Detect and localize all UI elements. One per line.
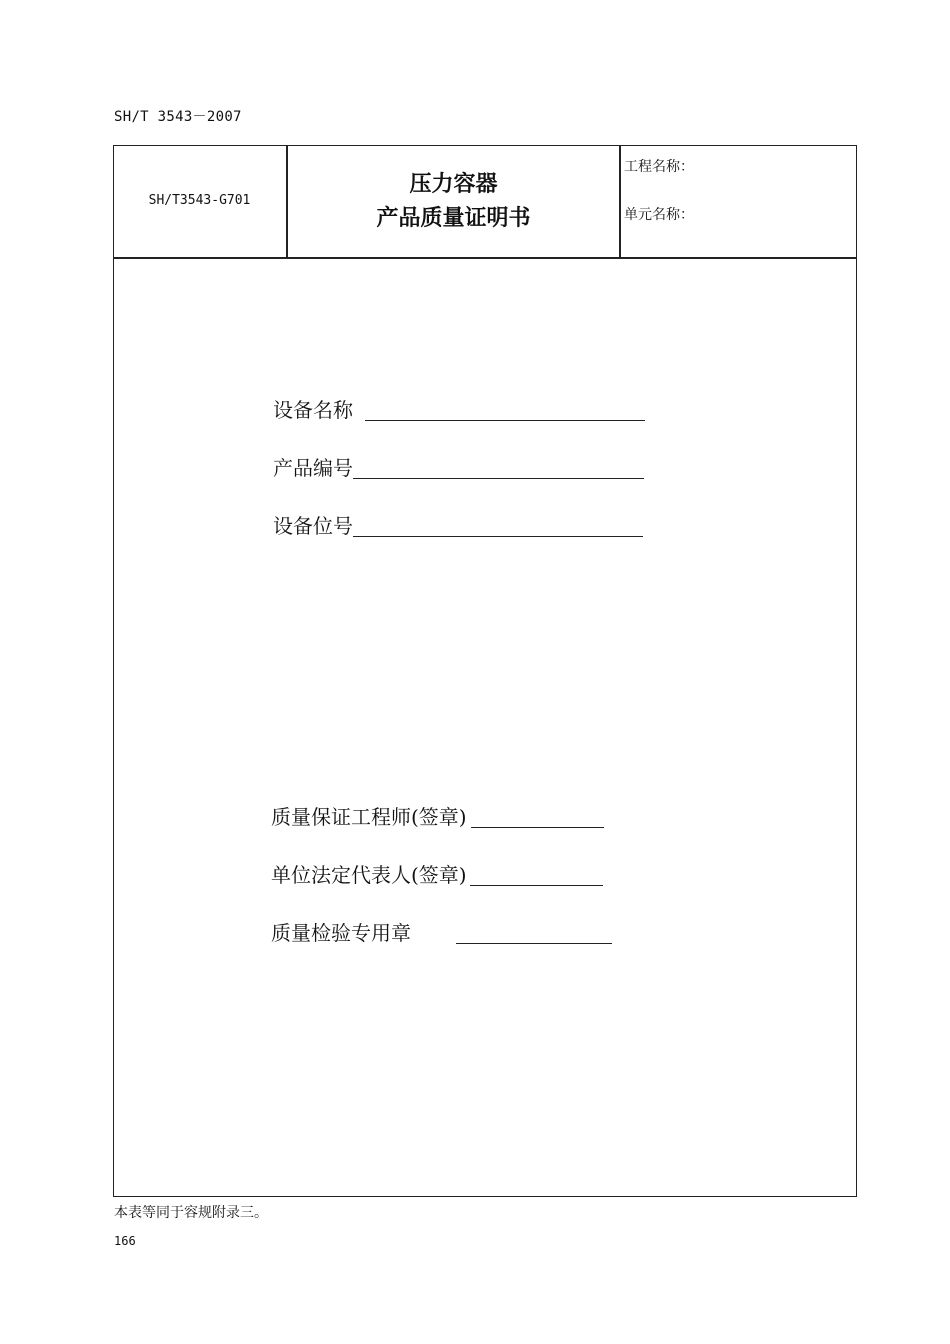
form-title-line2: 产品质量证明书 (376, 206, 531, 231)
unit-name-label: 单元名称： (624, 207, 694, 223)
product-number-field (273, 452, 644, 481)
form-title-line1: 压力容器 (409, 172, 498, 197)
form-frame (113, 145, 857, 1197)
footer-note: 本表等同于容规附录三。 (114, 1205, 268, 1221)
project-name-label: 工程名称： (624, 159, 694, 175)
equipment-tag-label: 设备位号 (273, 514, 353, 538)
legal-representative-label: 单位法定代表人(签章) (271, 863, 467, 887)
form-title (287, 168, 620, 236)
standard-number: SH/T 3543－2007 (114, 109, 242, 125)
equipment-tag-blank[interactable] (353, 535, 643, 537)
qa-engineer-label: 质量保证工程师(签章) (271, 805, 467, 829)
form-code: SH/T3543-G701 (148, 193, 251, 208)
product-number-blank[interactable] (353, 477, 644, 479)
inspection-seal-label: 质量检验专用章 (271, 921, 411, 945)
equipment-name-label: 设备名称 (273, 398, 353, 422)
header-bottom-rule (113, 257, 857, 259)
qa-engineer-blank[interactable] (471, 826, 604, 828)
page-number: 166 (114, 1234, 136, 1248)
inspection-seal-field (271, 917, 612, 946)
equipment-name-blank[interactable] (365, 419, 645, 421)
inspection-seal-blank[interactable] (456, 942, 612, 944)
product-number-label: 产品编号 (273, 456, 353, 480)
legal-representative-blank[interactable] (470, 884, 603, 886)
legal-representative-field (271, 859, 603, 888)
equipment-tag-field (273, 510, 643, 539)
equipment-name-field (273, 394, 645, 423)
qa-engineer-field (271, 801, 604, 830)
